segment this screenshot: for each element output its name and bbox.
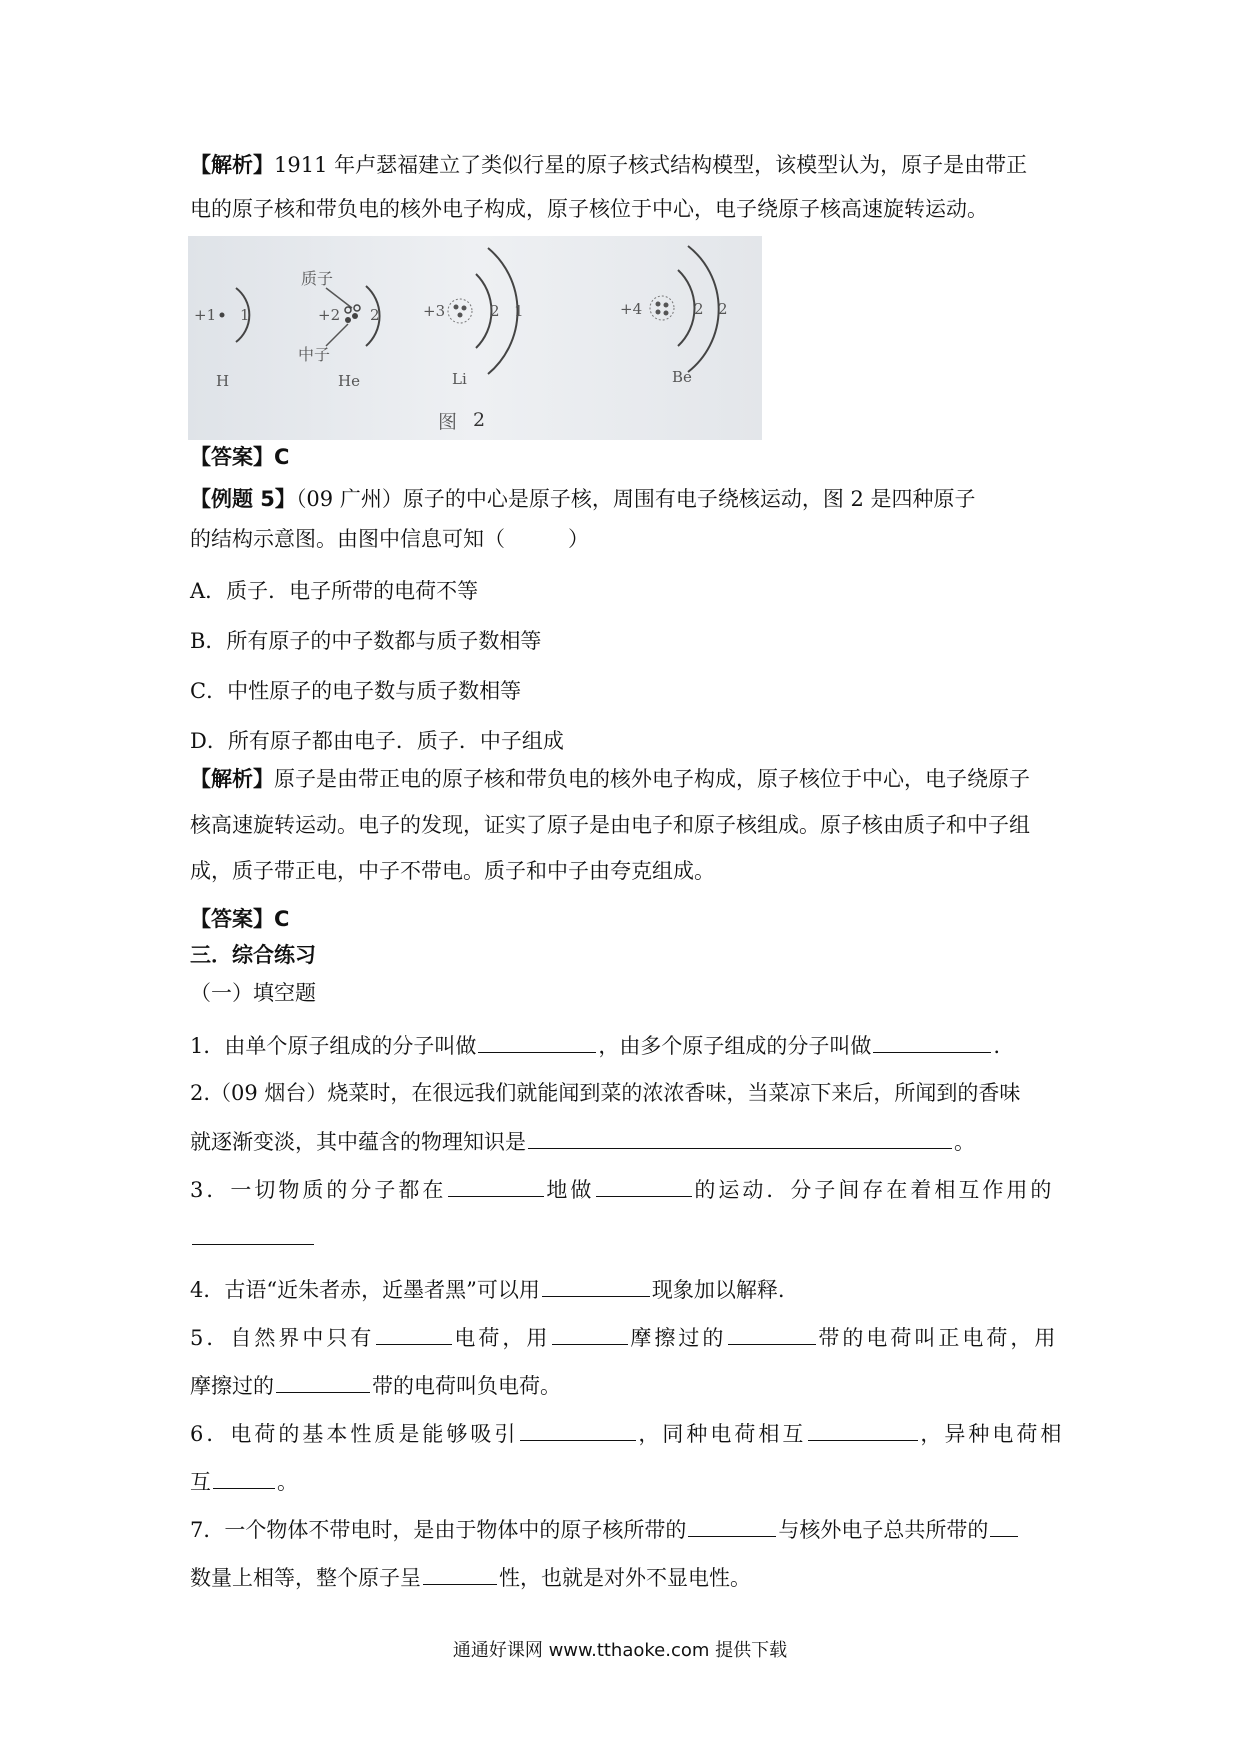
example-5-line-2: 的结构示意图。由图中信息可知（ ） xyxy=(190,527,589,551)
answer-1 xyxy=(190,442,289,472)
question-5-line-1 xyxy=(190,1322,1058,1353)
atom-li-nucleon xyxy=(458,313,463,318)
figure-caption-number: 2 xyxy=(473,409,486,431)
question-7-text: 性，也就是对外不显电性。 xyxy=(499,1566,751,1590)
atom-h-symbol: H xyxy=(216,372,230,390)
answer-2 xyxy=(190,904,289,934)
analysis-text: 原子是由带正电的原子核和带负电的核外电子构成，原子核位于中心，电子绕原子 xyxy=(274,767,1030,791)
question-1-text: 1．由单个原子组成的分子叫做 xyxy=(190,1034,477,1058)
answer-blank[interactable] xyxy=(376,1322,452,1345)
atom-li-charge: +3 xyxy=(423,302,446,320)
question-4 xyxy=(190,1274,785,1305)
question-3-line-2 xyxy=(190,1222,316,1253)
option-b: B．所有原子的中子数都与质子数相等 xyxy=(190,629,542,653)
atom-he-nucleon xyxy=(352,313,358,319)
answer-blank[interactable] xyxy=(596,1174,692,1197)
option-d: D．所有原子都由电子．质子．中子组成 xyxy=(190,729,564,753)
atom-be-nucleon xyxy=(664,311,669,316)
answer-blank[interactable] xyxy=(688,1514,776,1537)
answer-blank[interactable] xyxy=(808,1418,918,1441)
question-4-text: 4．古语“近朱者赤，近墨者黑”可以用 xyxy=(190,1278,540,1302)
atom-be-nucleon xyxy=(656,310,661,315)
question-7-line-1 xyxy=(190,1514,1020,1545)
atom-be-symbol: Be xyxy=(672,368,692,386)
question-7-line-2 xyxy=(190,1562,751,1593)
question-6-text: 。 xyxy=(277,1470,298,1494)
atom-li-symbol: Li xyxy=(452,370,467,388)
answer-tag: 【答案】 xyxy=(190,907,274,931)
atom-li-nucleon xyxy=(462,306,467,311)
question-7-text: 7．一个物体不带电时，是由于物体中的原子核所带的 xyxy=(190,1518,687,1542)
question-6-line-2 xyxy=(190,1466,298,1497)
question-5-text: 电荷，用 xyxy=(454,1326,551,1350)
answer-blank[interactable] xyxy=(192,1222,314,1245)
answer-value: C xyxy=(274,907,290,931)
atom-h-charge: +1 xyxy=(194,306,217,324)
atom-be-charge: +4 xyxy=(620,300,643,318)
analysis-2-line-1 xyxy=(190,764,1030,794)
question-5-text: 摩擦过的 xyxy=(630,1326,727,1350)
answer-blank[interactable] xyxy=(478,1030,596,1053)
question-5-line-2 xyxy=(190,1370,561,1401)
question-6-line-1 xyxy=(190,1418,1064,1449)
atom-h-shell-1-count: 1 xyxy=(240,306,250,324)
question-1-text: ，由多个原子组成的分子叫做 xyxy=(598,1034,872,1058)
atom-be-nucleon xyxy=(664,303,669,308)
figure-caption-prefix: 图 xyxy=(438,411,458,433)
example-text: （09 广州）原子的中心是原子核，周围有电子绕核运动，图 2 是四种原子 xyxy=(295,487,976,511)
question-3-text: 地做 xyxy=(546,1178,595,1202)
question-5-text: 带的电荷叫正电荷，用 xyxy=(818,1326,1059,1350)
proton-label: 质子 xyxy=(301,269,334,288)
answer-blank[interactable] xyxy=(448,1174,544,1197)
option-a: A．质子．电子所带的电荷不等 xyxy=(190,579,479,603)
atom-be-shell-1-count: 2 xyxy=(694,300,704,318)
question-5-text: 5．自然界中只有 xyxy=(190,1326,375,1350)
atom-he-charge: +2 xyxy=(318,306,341,324)
question-4-text: 现象加以解释. xyxy=(651,1278,785,1302)
atom-he-shell-1-count: 2 xyxy=(370,306,380,324)
question-2-line-2 xyxy=(190,1126,975,1157)
atom-structure-figure xyxy=(188,236,762,440)
question-6-text: ，同种电荷相互 xyxy=(638,1422,807,1446)
section-title: 三．综合练习 xyxy=(190,943,316,967)
page-footer: 通通好课网 www.tthaoke.com 提供下载 xyxy=(452,1640,788,1661)
question-7-text: 数量上相等，整个原子呈 xyxy=(190,1566,421,1590)
atom-he-nucleon xyxy=(345,317,351,323)
analysis-1-line-2: 电的原子核和带负电的核外电子构成，原子核位于中心，电子绕原子核高速旋转运动。 xyxy=(190,197,988,221)
answer-tag: 【答案】 xyxy=(190,445,274,469)
section-subtitle: （一）填空题 xyxy=(190,981,316,1005)
atom-he-symbol: He xyxy=(338,372,360,390)
answer-value: C xyxy=(274,445,290,469)
example-5-line-1 xyxy=(190,484,976,514)
answer-blank[interactable] xyxy=(423,1562,497,1585)
answer-blank[interactable] xyxy=(990,1514,1018,1537)
question-2-text: 就逐渐变淡，其中蕴含的物理知识是 xyxy=(190,1130,526,1154)
question-7-text: 与核外电子总共所带的 xyxy=(778,1518,989,1542)
analysis-2-line-3: 成，质子带正电，中子不带电。质子和中子由夸克组成。 xyxy=(190,859,715,883)
example-tag: 【例题 5】 xyxy=(190,487,296,511)
question-5-text: 摩擦过的 xyxy=(190,1374,274,1398)
atom-be-shell-2-count: 2 xyxy=(718,300,728,318)
atom-li-shell-2-count: 1 xyxy=(514,302,524,320)
question-1-text: . xyxy=(993,1034,1001,1058)
question-2-line-1: 2.（09 烟台）烧菜时，在很远我们就能闻到菜的浓浓香味，当菜凉下来后，所闻到的香味 xyxy=(190,1081,1021,1105)
question-2-text: 。 xyxy=(954,1130,975,1154)
atom-be-nucleon xyxy=(656,302,661,307)
answer-blank[interactable] xyxy=(873,1030,991,1053)
atom-li-shell-1-count: 2 xyxy=(490,302,500,320)
analysis-tag: 【解析】 xyxy=(190,153,274,177)
question-1 xyxy=(190,1030,1000,1061)
analysis-tag: 【解析】 xyxy=(190,767,274,791)
analysis-2-line-2: 核高速旋转运动。电子的发现，证实了原子是由电子和原子核组成。原子核由质子和中子组 xyxy=(190,813,1030,837)
atom-h-nucleus xyxy=(220,313,225,318)
question-5-text: 带的电荷叫负电荷。 xyxy=(372,1374,561,1398)
question-6-text: 6．电荷的基本性质是能够吸引 xyxy=(190,1422,519,1446)
answer-blank[interactable] xyxy=(528,1126,952,1149)
question-3-text: 3．一切物质的分子都在 xyxy=(190,1178,447,1202)
answer-blank[interactable] xyxy=(542,1274,650,1297)
question-3 xyxy=(190,1174,1054,1205)
answer-blank[interactable] xyxy=(276,1370,370,1393)
question-6-text: 互 xyxy=(190,1470,211,1494)
answer-blank[interactable] xyxy=(213,1466,275,1489)
option-c: C．中性原子的电子数与质子数相等 xyxy=(190,679,522,703)
atom-li-nucleon xyxy=(454,305,459,310)
neutron-label: 中子 xyxy=(298,345,331,364)
question-6-text: ，异种电荷相 xyxy=(920,1422,1065,1446)
analysis-1-line-1 xyxy=(190,150,1027,180)
analysis-text: 1911 年卢瑟福建立了类似行星的原子核式结构模型，该模型认为，原子是由带正 xyxy=(274,153,1028,177)
answer-blank[interactable] xyxy=(552,1322,628,1345)
question-3-text: 的运动．分子间存在着相互作用的 xyxy=(694,1178,1055,1202)
answer-blank[interactable] xyxy=(520,1418,636,1441)
answer-blank[interactable] xyxy=(728,1322,816,1345)
